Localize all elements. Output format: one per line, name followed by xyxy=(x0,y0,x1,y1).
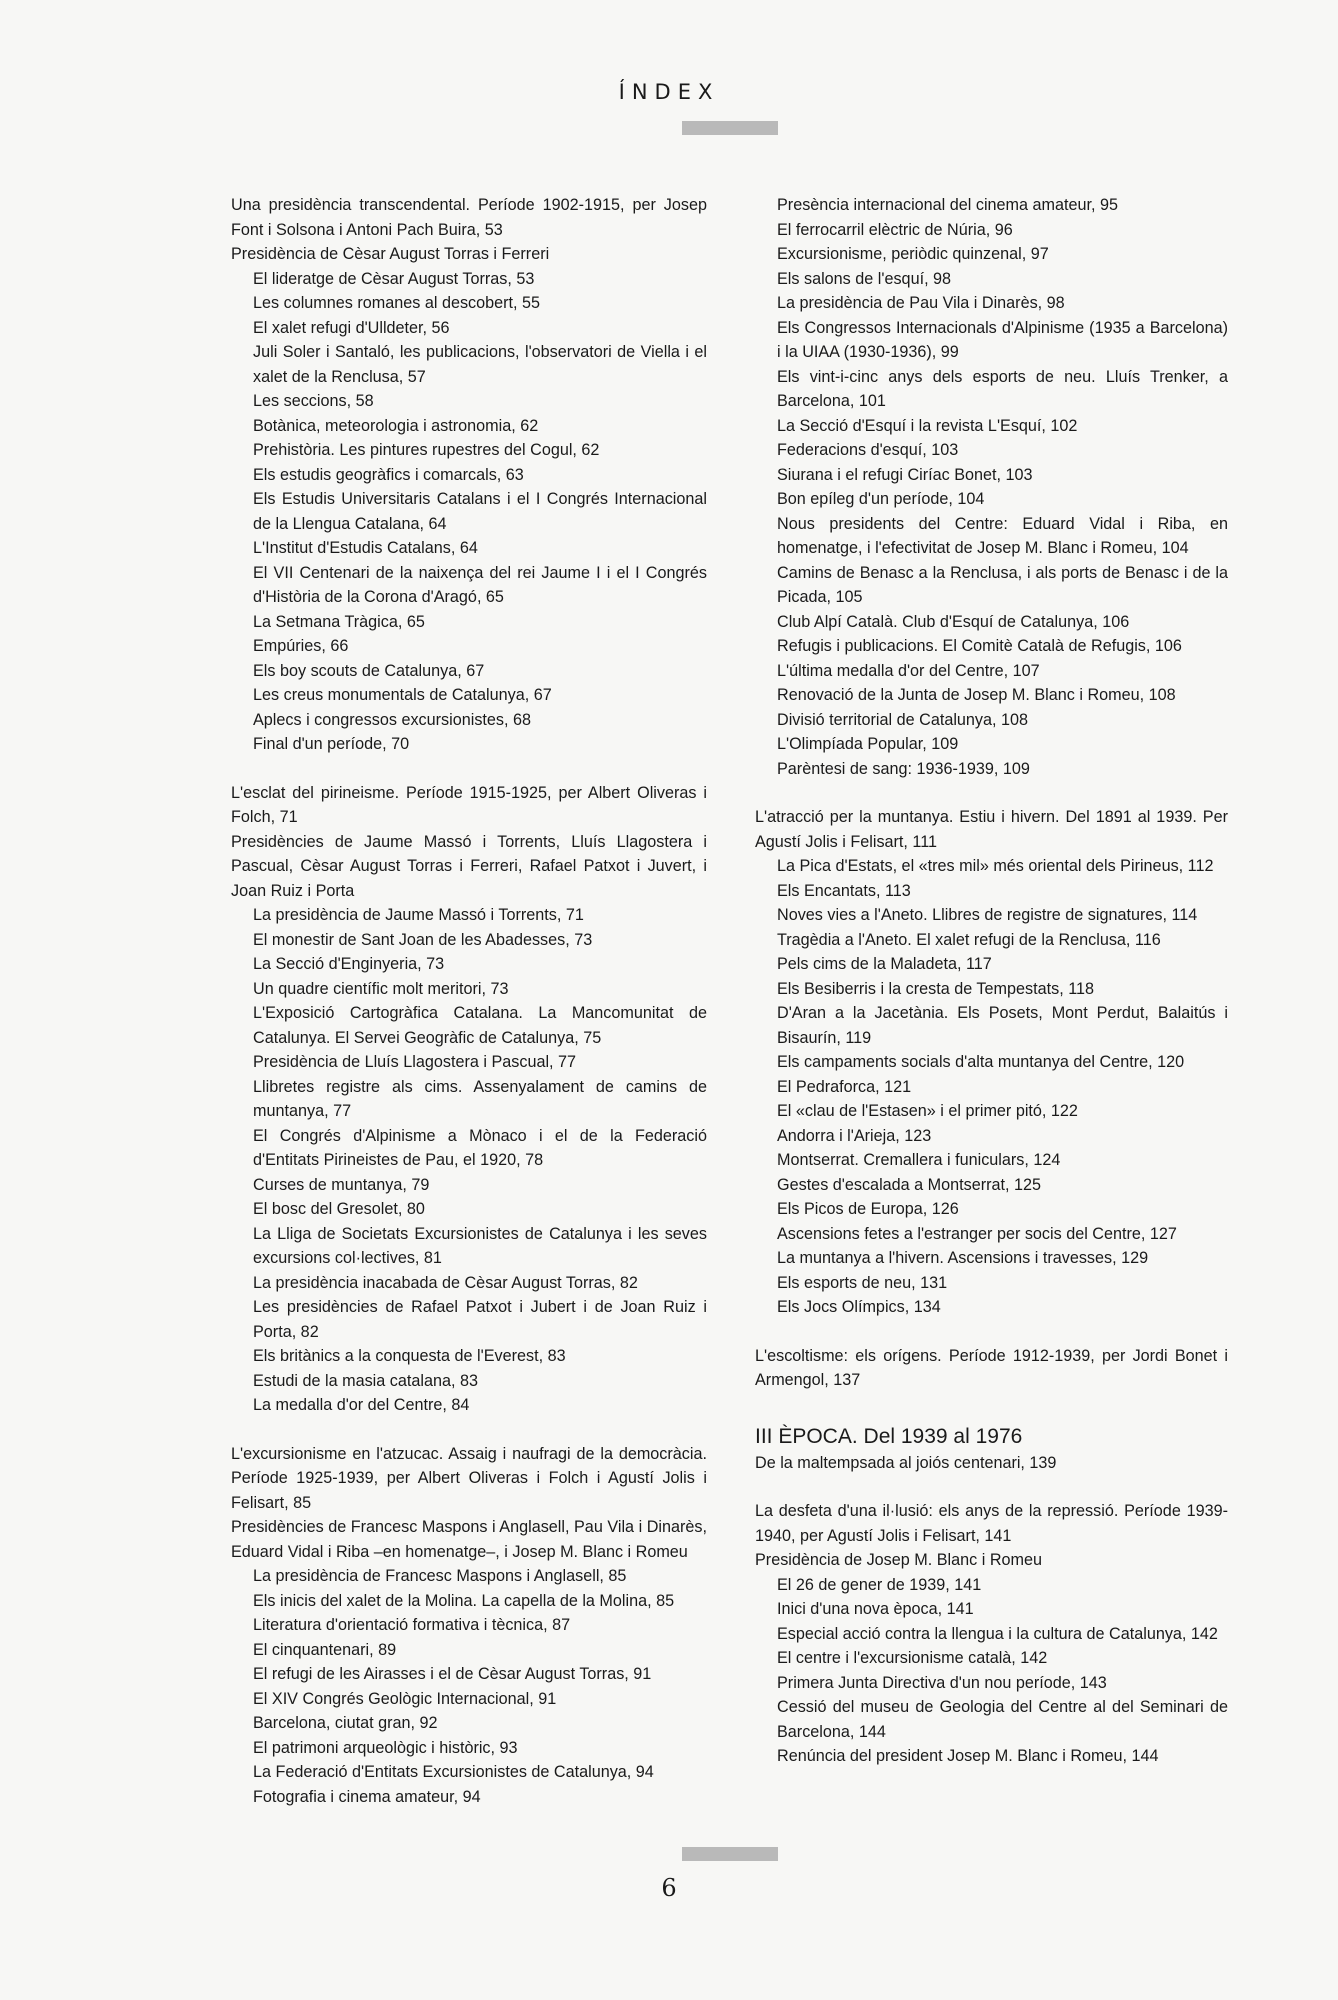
toc-subentry: El Pedraforca, 121 xyxy=(777,1077,912,1096)
toc-entry: De la maltempsada al joiós centenari, 139 xyxy=(755,1453,1057,1472)
toc-subentry: El XIV Congrés Geològic Internacional, 91 xyxy=(253,1689,557,1708)
toc-subentry: Les presidències de Rafael Patxot i Jubert i de Joan Ruiz i Porta, 82 xyxy=(253,1298,707,1341)
toc-subentry: La Setmana Tràgica, 65 xyxy=(253,612,425,631)
toc-entry: L'esclat del pirineisme. Període 1915-1925, per Albert Oliveras i Folch, 71 xyxy=(231,783,707,826)
toc-subentry: La Lliga de Societats Excursionistes de Catalunya i les seves excursions col·lectives, 81 xyxy=(253,1224,707,1267)
toc-subentry: El cinquantenari, 89 xyxy=(253,1640,397,1659)
toc-subentry: Refugis i publicacions. El Comitè Català de Refugis, 106 xyxy=(777,637,1182,655)
toc-subentry: Gestes d'escalada a Montserrat, 125 xyxy=(777,1175,1042,1194)
toc-subentry: Noves vies a l'Aneto. Llibres de registre de signatures, 114 xyxy=(777,906,1198,924)
section-heading: III ÈPOCA. Del 1939 al 1976 xyxy=(755,1424,1023,1448)
toc-subentry: El 26 de gener de 1939, 141 xyxy=(777,1575,982,1594)
toc-subentry: Federacions d'esquí, 103 xyxy=(777,441,959,459)
toc-subentry: Aplecs i congressos excursionistes, 68 xyxy=(253,710,532,729)
toc-entry: L'excursionisme en l'atzucac. Assaig i naufragi de la democràcia. Període 1925-1939, per Albert Oliveras i Folch i Agustí Jolis i Felisart, 85 xyxy=(231,1444,707,1512)
toc-subentry: Renovació de la Junta de Josep M. Blanc i Romeu, 108 xyxy=(777,686,1176,704)
toc-subentry: La Secció d'Esquí i la revista L'Esquí, 102 xyxy=(777,416,1078,435)
toc-subentry: Bon epíleg d'un període, 104 xyxy=(777,490,985,508)
toc-subentry: Excursionisme, periòdic quinzenal, 97 xyxy=(777,245,1049,263)
toc-subentry: Presidència de Lluís Llagostera i Pascual, 77 xyxy=(253,1053,577,1071)
toc-subentry: Renúncia del president Josep M. Blanc i Romeu, 144 xyxy=(777,1747,1159,1765)
toc-subentry: La Pica d'Estats, el «tres mil» més oriental dels Pirineus, 112 xyxy=(777,857,1214,875)
toc-subentry: El refugi de les Airasses i el de Cèsar August Torras, 91 xyxy=(253,1665,652,1683)
toc-subentry: Els Picos de Europa, 126 xyxy=(777,1200,959,1218)
toc-subentry: Pels cims de la Maladeta, 117 xyxy=(777,955,992,973)
toc-subentry: Les seccions, 58 xyxy=(253,392,374,410)
toc-subentry: Els esports de neu, 131 xyxy=(777,1273,948,1292)
toc-subentry: Els estudis geogràfics i comarcals, 63 xyxy=(253,465,524,484)
toc-subentry: Prehistòria. Les pintures rupestres del Cogul, 62 xyxy=(253,441,600,459)
toc-subentry: Les creus monumentals de Catalunya, 67 xyxy=(253,686,552,704)
toc-subentry: Els inicis del xalet de la Molina. La capella de la Molina, 85 xyxy=(253,1591,675,1610)
toc-subentry: La presidència de Pau Vila i Dinarès, 98 xyxy=(777,294,1065,312)
toc-subentry: Els Encantats, 113 xyxy=(777,881,911,900)
toc-subentry: Ascensions fetes a l'estranger per socis del Centre, 127 xyxy=(777,1224,1177,1243)
toc-subentry: Juli Soler i Santaló, les publicacions, l'observatori de Viella i el xalet de la Renclusa, 57 xyxy=(253,343,707,386)
toc-subentry: Els Jocs Olímpics, 134 xyxy=(777,1298,941,1316)
toc-subentry: El centre i l'excursionisme català, 142 xyxy=(777,1649,1048,1667)
toc-subentry: La presidència de Jaume Massó i Torrents, 71 xyxy=(253,906,584,924)
toc-subentry: Els Congressos Internacionals d'Alpinisme (1935 a Barcelona) i la UIAA (1930-1936), 99 xyxy=(777,318,1228,361)
toc-entry: Presidències de Francesc Maspons i Anglasell, Pau Vila i Dinarès, Eduard Vidal i Riba –en homenatge–, i Josep M. Blanc i Romeu xyxy=(231,1518,707,1561)
toc-subentry: Curses de muntanya, 79 xyxy=(253,1175,430,1194)
toc-subentry: Primera Junta Directiva d'un nou període, 143 xyxy=(777,1673,1107,1692)
toc-entry: Presidència de Josep M. Blanc i Romeu xyxy=(755,1551,1043,1569)
toc-subentry: El bosc del Gresolet, 80 xyxy=(253,1200,425,1218)
toc-subentry: Els Estudis Universitaris Catalans i el I Congrés Internacional de la Llengua Catalana, 64 xyxy=(253,490,707,533)
toc-subentry: Llibretes registre als cims. Assenyalament de camins de muntanya, 77 xyxy=(253,1077,707,1120)
toc-entry: L'atracció per la muntanya. Estiu i hivern. Del 1891 al 1939. Per Agustí Jolis i Felisart, 111 xyxy=(755,808,1228,851)
toc-entry: L'escoltisme: els orígens. Període 1912-1939, per Jordi Bonet i Armengol, 137 xyxy=(755,1346,1228,1389)
toc-subentry: Un quadre científic molt meritori, 73 xyxy=(253,979,509,998)
toc-subentry: Especial acció contra la llengua i la cultura de Catalunya, 142 xyxy=(777,1624,1218,1643)
toc-entry: La desfeta d'una il·lusió: els anys de la repressió. Període 1939-1940, per Agustí Jolis i Felisart, 141 xyxy=(755,1502,1228,1545)
toc-subentry: Final d'un període, 70 xyxy=(253,735,410,753)
toc-subentry: Cessió del museu de Geologia del Centre al del Seminari de Barcelona, 144 xyxy=(777,1698,1228,1741)
page-number: 6 xyxy=(661,1874,677,1902)
toc-subentry: Camins de Benasc a la Renclusa, i als ports de Benasc i de la Picada, 105 xyxy=(777,563,1228,606)
toc-subentry: El «clau de l'Estasen» i el primer pitó, 122 xyxy=(777,1102,1078,1120)
toc-entry: Presidències de Jaume Massó i Torrents, Lluís Llagostera i Pascual, Cèsar August Torras i Ferreri, Rafael Patxot i Juvert, i Joan Ruiz i Porta xyxy=(231,832,707,900)
header-divider-bar xyxy=(682,121,778,135)
toc-subentry: Montserrat. Cremallera i funiculars, 124 xyxy=(777,1151,1061,1169)
toc-entry: Una presidència transcendental. Període 1902-1915, per Josep Font i Solsona i Antoni Pach Buira, 53 xyxy=(231,196,707,239)
toc-subentry: Empúries, 66 xyxy=(253,637,349,655)
left-column xyxy=(231,193,707,1809)
toc-subentry: D'Aran a la Jacetània. Els Posets, Mont Perdut, Balaitús i Bisaurín, 119 xyxy=(777,1004,1228,1047)
toc-subentry: L'Exposició Cartogràfica Catalana. La Mancomunitat de Catalunya. El Servei Geogràfic de Catalunya, 75 xyxy=(253,1004,707,1047)
toc-subentry: El monestir de Sant Joan de les Abadesses, 73 xyxy=(253,930,593,949)
toc-subentry: Botànica, meteorologia i astronomia, 62 xyxy=(253,416,539,435)
toc-subentry: El Congrés d'Alpinisme a Mònaco i el de la Federació d'Entitats Pirineistes de Pau, el 1920, 78 xyxy=(253,1126,707,1169)
toc-subentry: Els salons de l'esquí, 98 xyxy=(777,269,952,288)
toc-entry: Presidència de Cèsar August Torras i Ferreri xyxy=(231,245,550,263)
toc-subentry: La Secció d'Enginyeria, 73 xyxy=(253,955,445,973)
toc-subentry: Els boy scouts de Catalunya, 67 xyxy=(253,661,485,680)
toc-subentry: Els Besiberris i la cresta de Tempestats, 118 xyxy=(777,979,1094,998)
toc-subentry: La Federació d'Entitats Excursionistes de Catalunya, 94 xyxy=(253,1763,654,1781)
toc-subentry: Literatura d'orientació formativa i tècnica, 87 xyxy=(253,1616,571,1634)
toc-subentry: La medalla d'or del Centre, 84 xyxy=(253,1396,470,1414)
toc-subentry: Divisió territorial de Catalunya, 108 xyxy=(777,710,1029,729)
toc-subentry: La muntanya a l'hivern. Ascensions i travesses, 129 xyxy=(777,1249,1149,1267)
toc-subentry: Nous presidents del Centre: Eduard Vidal i Riba, en homenatge, i l'efectivitat de Josep M. Blanc i Romeu, 104 xyxy=(777,514,1228,557)
toc-subentry: Els vint-i-cinc anys dels esports de neu. Lluís Trenker, a Barcelona, 101 xyxy=(777,367,1228,410)
toc-subentry: El patrimoni arqueològic i històric, 93 xyxy=(253,1738,518,1757)
toc-subentry: Barcelona, ciutat gran, 92 xyxy=(253,1714,438,1732)
toc-subentry: El xalet refugi d'Ulldeter, 56 xyxy=(253,318,450,337)
toc-subentry: La presidència de Francesc Maspons i Anglasell, 85 xyxy=(253,1567,627,1585)
toc-subentry: L'Institut d'Estudis Catalans, 64 xyxy=(253,539,478,557)
toc-subentry: Andorra i l'Arieja, 123 xyxy=(777,1126,932,1145)
toc-subentry: Presència internacional del cinema amateur, 95 xyxy=(777,196,1119,214)
toc-subentry: Parèntesi de sang: 1936-1939, 109 xyxy=(777,759,1030,778)
toc-subentry: El lideratge de Cèsar August Torras, 53 xyxy=(253,269,535,288)
right-column xyxy=(755,193,1228,1769)
toc-subentry: Els britànics a la conquesta de l'Everest, 83 xyxy=(253,1347,566,1365)
toc-subentry: Siurana i el refugi Ciríac Bonet, 103 xyxy=(777,465,1033,484)
toc-subentry: Inici d'una nova època, 141 xyxy=(777,1600,974,1618)
toc-subentry: Tragèdia a l'Aneto. El xalet refugi de la Renclusa, 116 xyxy=(777,930,1161,949)
toc-subentry: L'última medalla d'or del Centre, 107 xyxy=(777,661,1040,680)
toc-subentry: Fotografia i cinema amateur, 94 xyxy=(253,1787,481,1806)
toc-subentry: Els campaments socials d'alta muntanya del Centre, 120 xyxy=(777,1053,1185,1071)
toc-subentry: Club Alpí Català. Club d'Esquí de Catalunya, 106 xyxy=(777,612,1130,631)
toc-subentry: Estudi de la masia catalana, 83 xyxy=(253,1371,478,1390)
page-title: ÍNDEX xyxy=(618,80,720,104)
toc-subentry: El ferrocarril elèctric de Núria, 96 xyxy=(777,220,1013,239)
toc-subentry: La presidència inacabada de Cèsar August Torras, 82 xyxy=(253,1273,638,1292)
toc-subentry: L'Olimpíada Popular, 109 xyxy=(777,735,959,753)
toc-subentry: Les columnes romanes al descobert, 55 xyxy=(253,294,541,312)
footer-divider-bar xyxy=(682,1847,778,1861)
toc-subentry: El VII Centenari de la naixença del rei Jaume I i el I Congrés d'Història de la Corona d'Aragó, 65 xyxy=(253,563,707,606)
